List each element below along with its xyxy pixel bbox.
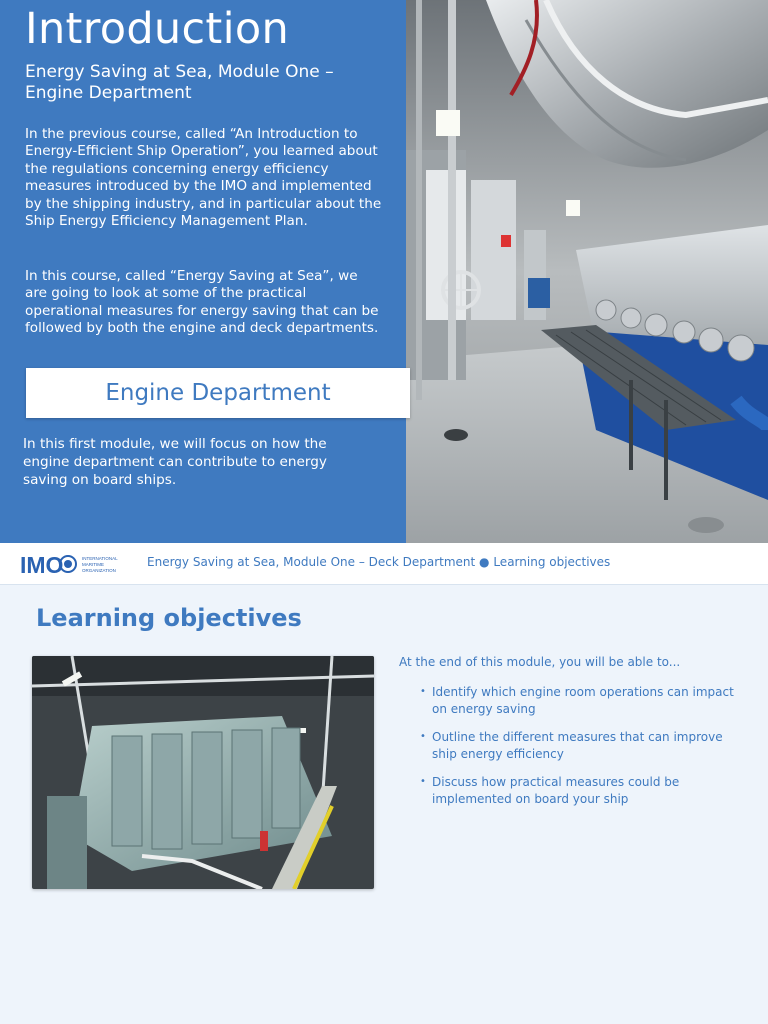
bullet-icon: • xyxy=(420,686,426,697)
bullet-icon: • xyxy=(420,731,426,742)
intro-text-panel xyxy=(0,0,406,543)
objectives-list xyxy=(420,684,750,819)
learning-objectives-title: Learning objectives xyxy=(36,604,302,632)
list-item xyxy=(420,774,750,807)
main-engine-illustration xyxy=(32,656,374,889)
breadcrumb: Energy Saving at Sea, Module One – Deck Department ● Learning objectives xyxy=(147,555,611,569)
module-header-bar xyxy=(0,543,768,585)
imo-logo xyxy=(20,552,125,576)
intro-paragraph-1: In the previous course, called “An Introduction to Energy-Efficient Ship Operation”, you learned about the regulations concerning energy efficiency measures introduced by the IMO and implemented by the shipping industry, and in particular about the Ship Energy Efficiency Management Plan. xyxy=(25,126,382,230)
objectives-intro: At the end of this module, you will be able to... xyxy=(399,655,681,669)
objective-text: Discuss how practical measures could be implemented on board your ship xyxy=(432,775,680,806)
list-item xyxy=(420,684,750,717)
svg-text:IMO: IMO xyxy=(20,552,64,576)
main-engine-photo xyxy=(32,656,374,889)
intro-paragraph-2: In this course, called “Energy Saving at Sea”, we are going to look at some of the practical operational measures for energy saving that can be followed by both the engine and deck departments. xyxy=(25,268,379,337)
engine-room-photo xyxy=(406,0,768,543)
engine-room-illustration xyxy=(406,0,768,543)
svg-text:INTERNATIONAL: INTERNATIONAL xyxy=(82,556,118,561)
intro-paragraph-3: In this first module, we will focus on how the engine department can contribute to energy saving on board ships. xyxy=(23,436,327,488)
intro-title: Introduction xyxy=(25,4,289,54)
objective-text: Identify which engine room operations can impact on energy saving xyxy=(432,685,734,716)
engine-department-label: Engine Department xyxy=(26,368,410,418)
svg-text:ORGANIZATION: ORGANIZATION xyxy=(82,568,116,573)
bullet-icon: • xyxy=(420,776,426,787)
svg-text:MARITIME: MARITIME xyxy=(82,562,104,567)
list-item xyxy=(420,729,750,762)
objective-text: Outline the different measures that can improve ship energy efficiency xyxy=(432,730,723,761)
intro-subtitle: Energy Saving at Sea, Module One – Engine Department xyxy=(25,62,334,103)
imo-logo-mark xyxy=(20,552,125,576)
